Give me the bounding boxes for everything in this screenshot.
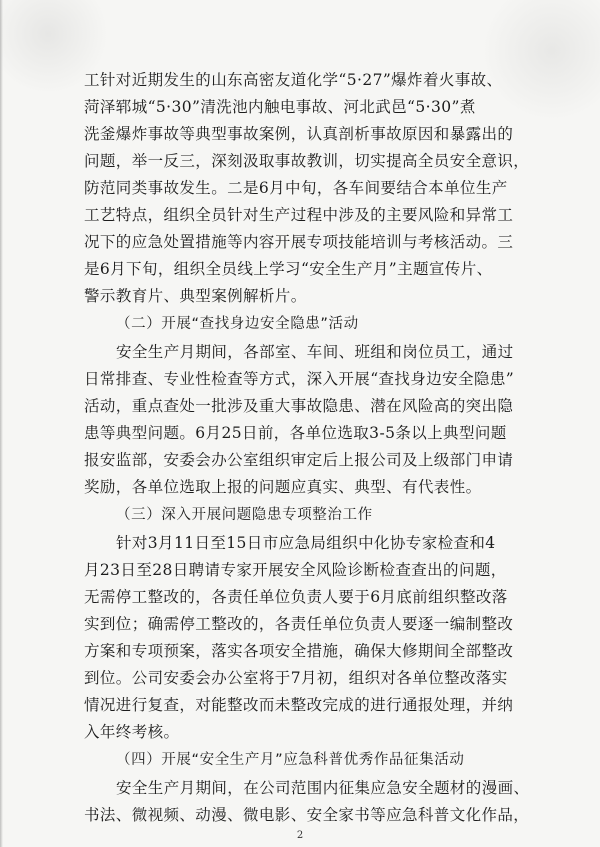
paragraph-1-line-3: 洗釜爆炸事故等典型事故案例，认真剖析事故原因和暴露出的 [84,125,514,143]
paragraph-1-line-2: 菏泽郓城“5·30”清洗池内触电事故、河北武邑“5·30”煮 [84,98,476,116]
paragraph-2-line-1: 安全生产月期间，各部室、车间、班组和岗位员工，通过 [116,343,514,361]
paragraph-3-line-5: 方案和专项预案，落实各项安全措施，确保大修期间全部整改 [84,642,514,660]
paragraph-1-line-4: 问题，举一反三，深刻汲取事故教训，切实提高全员安全意识， [84,152,530,170]
paragraph-3-line-1: 针对3月11日至15日市应急局组织中化协专家检查和4 [116,534,496,552]
paragraph-2-line-3: 活动，重点查处一批涉及重大事故隐患、潜在风险高的突出隐 [84,397,514,415]
paragraph-4-line-2: 书法、微视频、动漫、微电影、安全家书等应急科普文化作品， [84,806,530,824]
paragraph-3-line-3: 无需停工整改的，各责任单位负责人要于6月底前组织整改落 [84,588,508,606]
paragraph-1-line-7: 况下的应急处置措施等内容开展专项技能培训与考核活动。三 [84,233,514,251]
paragraph-3-line-2: 月23日至28日聘请专家开展安全风险诊断检查查出的问题， [84,561,507,579]
paragraph-3-line-8: 入年终考核。 [84,723,180,741]
paragraph-1-line-1: 工针对近期发生的山东高密友道化学“5·27”爆炸着火事故、 [84,71,503,89]
paragraph-1-line-5: 防范同类事故发生。二是6月中旬，各车间要结合本单位生产 [84,179,508,197]
paragraph-1-line-6: 工艺特点，组织全员针对生产过程中涉及的主要风险和异常工 [84,206,514,224]
section-heading-3: （三）深入开展问题隐患专项整治工作 [116,507,373,523]
paragraph-3-line-4: 实到位；确需停工整改的，各责任单位负责人要逐一编制整改 [84,615,514,633]
paragraph-4-line-1: 安全生产月期间，在公司范围内征集应急安全题材的漫画、 [116,779,530,797]
paragraph-2-line-2: 日常排查、专业性检查等方式，深入开展“查找身边安全隐患” [84,370,515,388]
section-heading-2: （二）开展“查找身边安全隐患”活动 [116,316,359,332]
paragraph-2-line-6: 奖励，各单位选取上报的问题应真实、典型、有代表性。 [84,478,482,496]
page-number: 2 [296,830,304,841]
section-heading-4: （四）开展“安全生产月”应急科普优秀作品征集活动 [116,752,465,768]
paragraph-1-line-9: 警示教育片、典型案例解析片。 [84,287,307,305]
scan-edge-shadow [0,0,3,847]
paragraph-3-line-6: 到位。公司安委会办公室将于7月初，组织对各单位整改落实 [84,669,508,687]
paragraph-1-line-8: 是6月下旬，组织全员线上学习“安全生产月”主题宣传片、 [84,260,493,278]
paragraph-3-line-7: 情况进行复查，对能整改而未整改完成的进行通报处理，并纳 [84,696,514,714]
paragraph-2-line-5: 报安监部，安委会办公室组织审定后上报公司及上级部门申请 [84,451,514,469]
paragraph-2-line-4: 患等典型问题。6月25日前，各单位选取3-5条以上典型问题 [84,424,507,442]
